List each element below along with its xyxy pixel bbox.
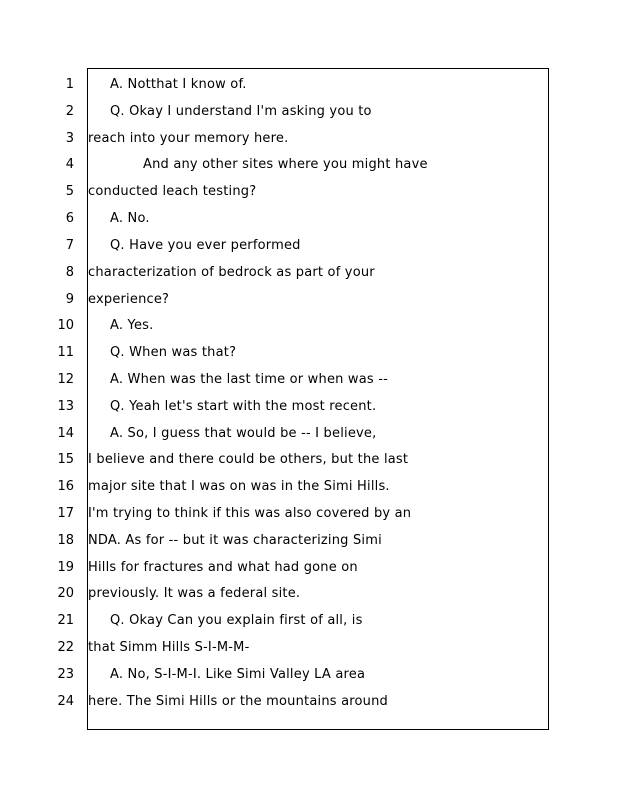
transcript-line: Q. Okay I understand I'm asking you to xyxy=(110,104,372,119)
transcript-line: that Simm Hills S-I-M-M- xyxy=(88,640,250,655)
transcript-line: Q. Have you ever performed xyxy=(110,238,301,253)
line-number: 18 xyxy=(57,533,74,548)
transcript-line: A. No, S-I-M-I. Like Simi Valley LA area xyxy=(110,667,366,682)
transcript-line: And any other sites where you might have xyxy=(143,157,428,172)
line-number: 8 xyxy=(65,265,74,280)
line-number: 22 xyxy=(57,640,74,655)
transcript-line: A. When was the last time or when was -- xyxy=(110,372,389,387)
transcript-line: characterization of bedrock as part of your xyxy=(88,265,375,280)
transcript-line: A. Notthat I know of. xyxy=(110,77,247,92)
transcript-line: Q. Okay Can you explain first of all, is xyxy=(110,613,363,628)
line-number: 14 xyxy=(57,426,74,441)
line-number: 15 xyxy=(57,452,74,467)
line-number: 6 xyxy=(65,211,74,226)
transcript-line: Q. Yeah let's start with the most recent. xyxy=(110,399,377,414)
transcript-line: reach into your memory here. xyxy=(88,131,289,146)
transcript-line: conducted leach testing? xyxy=(88,184,257,199)
line-number: 16 xyxy=(57,479,74,494)
transcript-line: NDA. As for -- but it was characterizing Simi xyxy=(88,533,382,548)
line-number: 2 xyxy=(65,104,74,119)
transcript-line: here. The Simi Hills or the mountains around xyxy=(88,694,388,709)
transcript-line: Hills for fractures and what had gone on xyxy=(88,560,358,575)
line-number: 19 xyxy=(57,560,74,575)
line-number: 10 xyxy=(57,318,74,333)
transcript-line: I believe and there could be others, but the last xyxy=(88,452,409,467)
line-number: 3 xyxy=(65,131,74,146)
line-number: 9 xyxy=(65,292,74,307)
line-number: 7 xyxy=(65,238,74,253)
line-number: 12 xyxy=(57,372,74,387)
transcript-line: major site that I was on was in the Simi Hills. xyxy=(88,479,390,494)
line-number: 24 xyxy=(57,694,74,709)
line-number: 17 xyxy=(57,506,74,521)
line-number: 20 xyxy=(57,586,74,601)
transcript-line: experience? xyxy=(88,292,170,307)
line-number: 13 xyxy=(57,399,74,414)
line-number: 21 xyxy=(57,613,74,628)
line-number: 11 xyxy=(57,345,74,360)
transcript-line: previously. It was a federal site. xyxy=(88,586,301,601)
line-number: 5 xyxy=(65,184,74,199)
line-number: 23 xyxy=(57,667,74,682)
transcript-line: A. Yes. xyxy=(110,318,154,333)
line-number: 1 xyxy=(65,77,74,92)
transcript-line: Q. When was that? xyxy=(110,345,237,360)
line-number: 4 xyxy=(65,157,74,172)
transcript-line: A. So, I guess that would be -- I believe, xyxy=(110,426,377,441)
transcript-line: A. No. xyxy=(110,211,150,226)
transcript-line: I'm trying to think if this was also covered by an xyxy=(88,506,412,521)
